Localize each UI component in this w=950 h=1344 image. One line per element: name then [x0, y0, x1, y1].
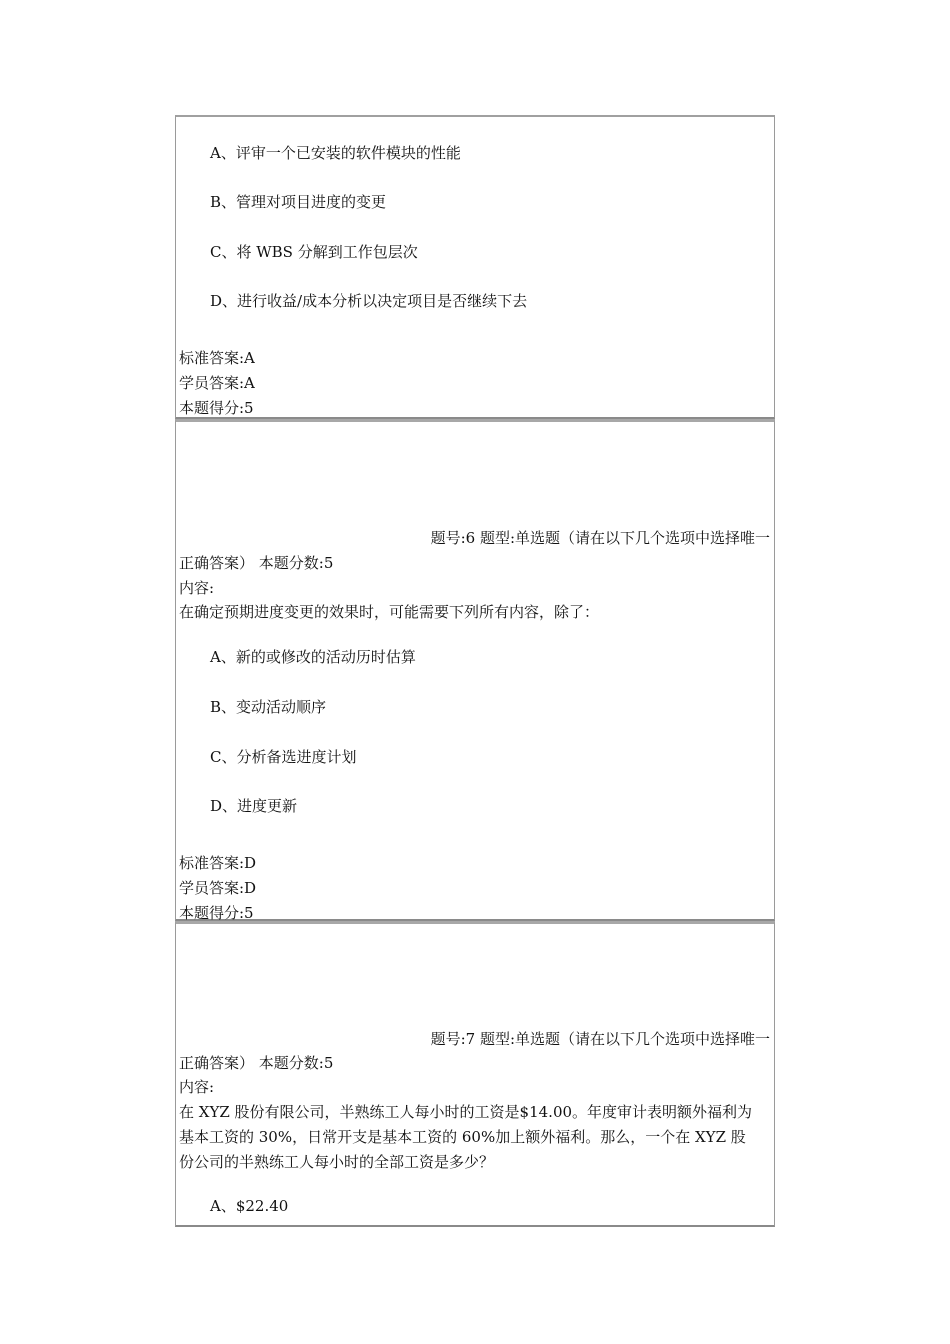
option-a: A、$22.40: [210, 1197, 289, 1215]
question-score: 本题得分:5: [179, 904, 254, 922]
standard-answer: 标准答案:D: [179, 854, 257, 872]
content-label: 内容:: [179, 579, 215, 597]
option-d: D、进行收益/成本分析以决定项目是否继续下去: [210, 292, 528, 310]
option-b: B、管理对项目进度的变更: [210, 193, 387, 211]
option-a: A、评审一个已安装的软件模块的性能: [210, 144, 461, 162]
exam-results-page: [175, 115, 775, 1227]
question-header: 题号:7 题型:单选题（请在以下几个选项中选择唯一: [430, 1030, 770, 1048]
student-answer: 学员答案:D: [179, 879, 257, 897]
student-answer: 学员答案:A: [179, 374, 255, 392]
question-score: 本题得分:5: [179, 399, 254, 417]
question-text-line-1: 在 XYZ 股份有限公司，半熟练工人每小时的工资是$14.00。年度审计表明额外福利为: [179, 1103, 753, 1121]
option-c: C、分析备选进度计划: [210, 748, 357, 766]
question-header-cont: 正确答案） 本题分数:5: [179, 1054, 334, 1072]
question-text-line-3: 份公司的半熟练工人每小时的全部工资是多少？: [179, 1153, 495, 1171]
question-text: 在确定预期进度变更的效果时，可能需要下列所有内容，除了：: [179, 603, 600, 621]
question-block-7: [175, 921, 775, 1227]
question-header-cont: 正确答案） 本题分数:5: [179, 554, 334, 572]
question-header: 题号:6 题型:单选题（请在以下几个选项中选择唯一: [430, 529, 770, 547]
option-b: B、变动活动顺序: [210, 698, 327, 716]
standard-answer: 标准答案:A: [179, 349, 255, 367]
question-block-5: [175, 115, 775, 419]
question-block-6: [175, 419, 775, 921]
option-a: A、新的或修改的活动历时估算: [210, 648, 416, 666]
content-label: 内容:: [179, 1078, 215, 1096]
question-text-line-2: 基本工资的 30%，日常开支是基本工资的 60%加上额外福利。那么，一个在 XYZ 股: [179, 1128, 746, 1146]
option-c: C、将 WBS 分解到工作包层次: [210, 243, 418, 261]
option-d: D、进度更新: [210, 797, 298, 815]
